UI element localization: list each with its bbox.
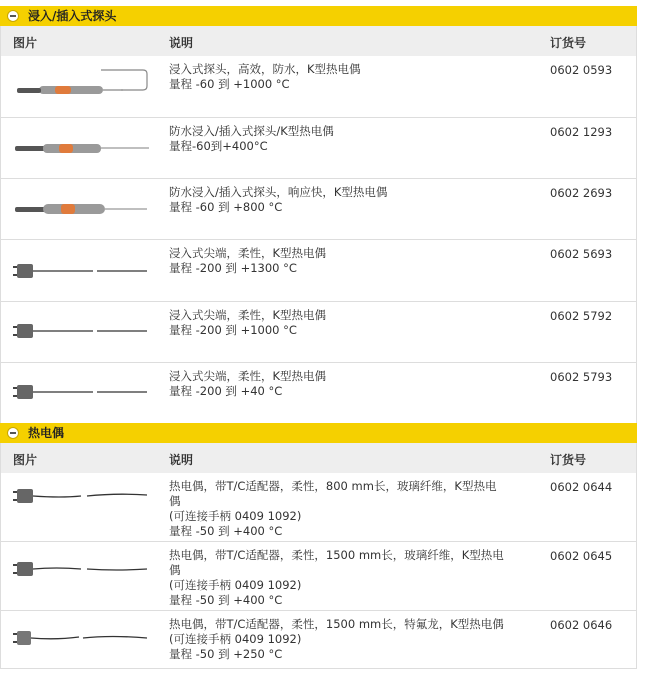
probe-image [11, 64, 156, 104]
row-description [169, 548, 529, 608]
column-header-description: 说明 [169, 36, 194, 50]
order-number: 0602 1293 [550, 125, 613, 139]
description-line: 浸入式尖端，柔性，K型热电偶 [169, 246, 327, 260]
column-header-row [0, 443, 637, 473]
order-number: 0602 5793 [550, 370, 613, 384]
table-row [0, 473, 637, 542]
order-number: 0602 5693 [550, 247, 613, 261]
description-line: 量程 -200 到 +1300 °C [169, 261, 297, 275]
thermocouple-plug-image [11, 485, 156, 509]
probe-image [11, 130, 156, 166]
column-header-order: 订货号 [550, 36, 587, 50]
probe-image [11, 627, 156, 651]
probe-image [11, 485, 156, 509]
collapse-minus-icon[interactable] [7, 10, 19, 22]
order-number: 0602 2693 [550, 186, 613, 200]
order-number: 0602 0644 [550, 480, 613, 494]
column-header-description: 说明 [169, 453, 194, 467]
order-number: 0602 0593 [550, 63, 613, 77]
description-line: 偶 [169, 494, 181, 508]
description-line: 热电偶，带T/C适配器，柔性，1500 mm长，玻璃纤维，K型热电 [169, 548, 504, 562]
description-line: 量程 -50 到 +400 °C [169, 524, 283, 538]
table-row [0, 542, 637, 611]
row-description [169, 185, 529, 215]
section-header[interactable] [0, 423, 637, 443]
row-description [169, 308, 529, 338]
description-line: (可连接手柄 0409 1092) [169, 632, 302, 646]
order-number: 0602 0646 [550, 618, 613, 632]
row-description [169, 246, 529, 276]
probe-handle-image [11, 64, 156, 104]
row-description [169, 479, 529, 539]
row-description [169, 369, 529, 399]
description-line: 偶 [169, 563, 181, 577]
collapse-minus-icon[interactable] [7, 427, 19, 439]
description-line: 浸入式探头，高效，防水，K型热电偶 [169, 62, 361, 76]
description-line: 浸入式尖端，柔性，K型热电偶 [169, 369, 327, 383]
table-row [0, 302, 637, 363]
probe-image [11, 191, 156, 227]
order-number: 0602 5792 [550, 309, 613, 323]
description-line: 量程 -200 到 +1000 °C [169, 323, 297, 337]
section-title: 热电偶 [28, 426, 65, 440]
row-description [169, 617, 529, 662]
thermocouple-plug-image [11, 260, 156, 284]
thermocouple-plug-image [11, 558, 156, 582]
table-row [0, 179, 637, 240]
section-title: 浸入/插入式探头 [28, 9, 117, 23]
section-thermocouples [0, 423, 637, 669]
column-header-order: 订货号 [550, 453, 587, 467]
description-line: 量程 -200 到 +40 °C [169, 384, 283, 398]
description-line: 热电偶，带T/C适配器，柔性，800 mm长，玻璃纤维，K型热电 [169, 479, 497, 493]
table-row [0, 363, 637, 424]
probe-image [11, 260, 156, 284]
description-line: 量程 -50 到 +250 °C [169, 647, 283, 661]
description-line: (可连接手柄 0409 1092) [169, 509, 302, 523]
description-line: 防水浸入/插入式探头/K型热电偶 [169, 124, 334, 138]
description-line: 浸入式尖端，柔性，K型热电偶 [169, 308, 327, 322]
probe-image [11, 381, 156, 405]
probe-handle-image [11, 130, 156, 166]
thermocouple-plug-image [11, 381, 156, 405]
column-header-picture: 图片 [13, 453, 38, 467]
description-line: 量程 -60 到 +1000 °C [169, 77, 290, 91]
table-row [0, 611, 637, 669]
thermocouple-plug-image [11, 320, 156, 344]
description-line: 量程 -50 到 +400 °C [169, 593, 283, 607]
column-header-row [0, 26, 637, 56]
row-description [169, 62, 529, 92]
probe-image [11, 558, 156, 582]
description-line: (可连接手柄 0409 1092) [169, 578, 302, 592]
section-immersion-probes [0, 6, 637, 424]
column-header-picture: 图片 [13, 36, 38, 50]
description-line: 防水浸入/插入式探头，响应快，K型热电偶 [169, 185, 388, 199]
section-header[interactable] [0, 6, 637, 26]
thermocouple-plug-image [11, 627, 156, 651]
probe-handle-image [11, 191, 156, 227]
table-row [0, 118, 637, 179]
description-line: 热电偶，带T/C适配器，柔性，1500 mm长，特氟龙，K型热电偶 [169, 617, 504, 631]
order-number: 0602 0645 [550, 549, 613, 563]
table-row [0, 240, 637, 302]
probe-image [11, 320, 156, 344]
description-line: 量程 -60 到 +800 °C [169, 200, 283, 214]
table-row [0, 56, 637, 118]
description-line: 量程-60到+400°C [169, 139, 268, 153]
row-description [169, 124, 529, 154]
